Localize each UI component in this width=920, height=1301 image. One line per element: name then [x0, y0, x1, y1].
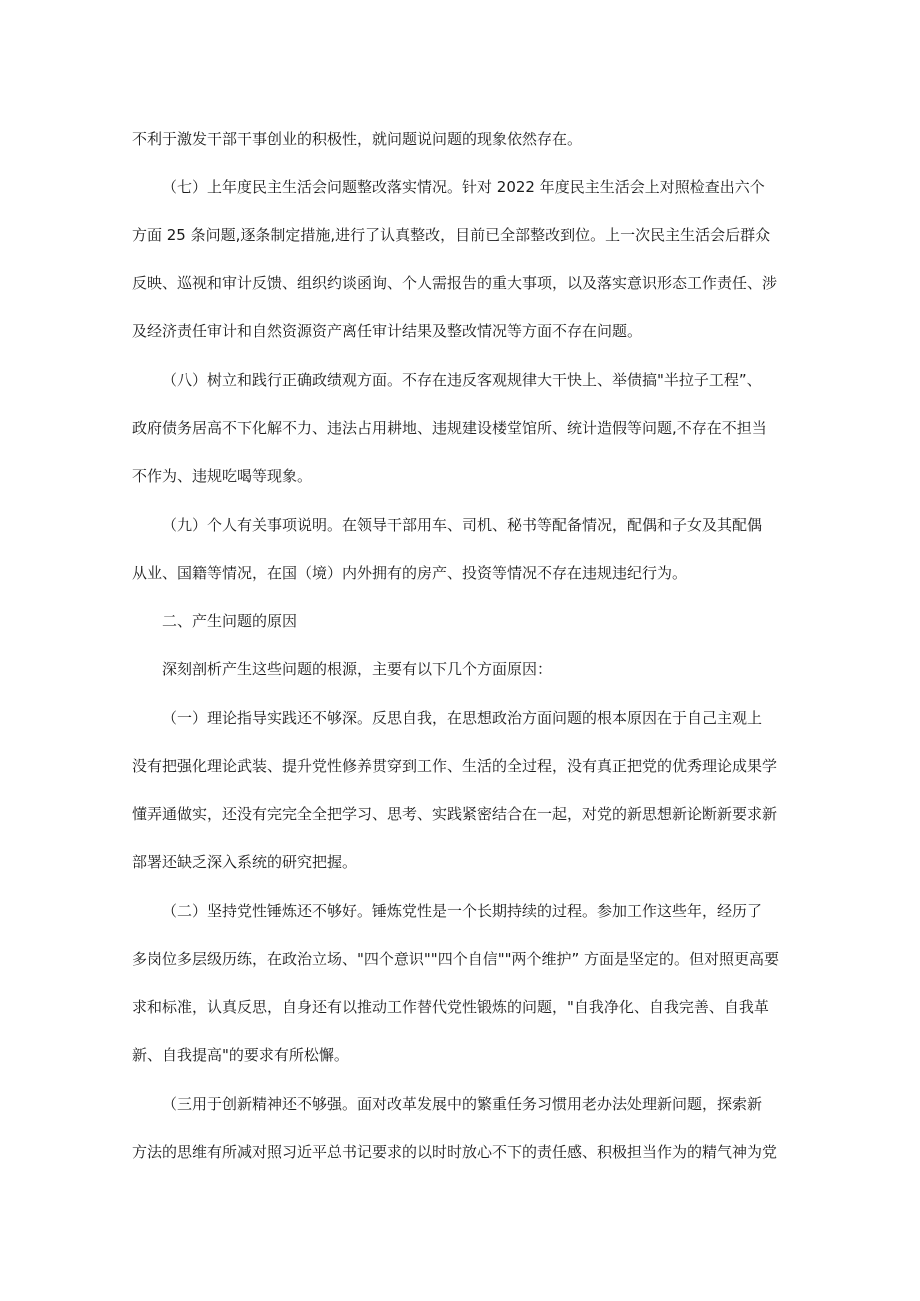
text-line: 懂弄通做实，还没有完完全全把学习、思考、实践紧密结合在一起，对党的新思想新论断新要求新: [132, 805, 778, 823]
section-2-heading: 二、产生问题的原因: [162, 612, 298, 630]
text-line: 不利于激发干部干事创业的积极性，就问题说问题的现象依然存在。: [132, 130, 583, 148]
reason-2-heading-line: （二）坚持党性锤炼还不够好。锤炼党性是一个长期持续的过程。参加工作这些年，经历了: [162, 902, 763, 920]
text-line: 方面 25 条问题,逐条制定措施,进行了认真整改，目前已全部整改到位。上一次民主生活会后群众: [132, 226, 771, 244]
document-body: [132, 122, 800, 1170]
paragraph-8-heading-line: （八）树立和践行正确政绩观方面。不存在违反客观规律大干快上、举债搞"半拉子工程”、: [162, 371, 762, 389]
reason-3-heading-line: （三用于创新精神还不够强。面对改革发展中的繁重任务习惯用老办法处理新问题，探索新: [162, 1095, 763, 1113]
text-line: 反映、巡视和审计反馈、组织约谈函询、个人需报告的重大事项，以及落实意识形态工作责任、涉: [132, 274, 778, 292]
intro-line: 深刻剖析产生这些问题的根源，主要有以下几个方面原因：: [162, 660, 553, 678]
text-line: 部署还缺乏深入系统的研究把握。: [132, 853, 358, 871]
paragraph-7-heading-line: （七）上年度民主生活会问题整改落实情况。针对 2022 年度民主生活会上对照检查出六个: [162, 178, 765, 196]
text-line: 方法的思维有所减对照习近平总书记要求的以时时放心不下的责任感、积极担当作为的精气神为党: [132, 1143, 778, 1161]
text-line: 从业、国籍等情况，在国（境）内外拥有的房产、投资等情况不存在违规违纪行为。: [132, 564, 688, 582]
text-line: 政府债务居高不下化解不力、违法占用耕地、违规建设楼堂馆所、统计造假等问题,不存在不担当: [132, 419, 767, 437]
text-line: 没有把强化理论武装、提升党性修养贯穿到工作、生活的全过程，没有真正把党的优秀理论成果学: [132, 757, 778, 775]
text-line: 多岗位多层级历练，在政治立场、"四个意识""四个自信""两个维护” 方面是坚定的。但对照更高要: [132, 950, 780, 968]
reason-1-heading-line: （一）理论指导实践还不够深。反思自我，在思想政治方面问题的根本原因在于自己主观上: [162, 709, 763, 727]
paragraph-9-heading-line: （九）个人有关事项说明。在领导干部用车、司机、秘书等配备情况，配偶和子女及其配偶: [162, 516, 763, 534]
text-line: 及经济责任审计和自然资源资产离任审计结果及整改情况等方面不存在问题。: [132, 322, 643, 340]
text-line: 不作为、违规吃喝等现象。: [132, 467, 313, 485]
text-line: 新、自我提高"的要求有所松懈。: [132, 1046, 349, 1064]
text-line: 求和标准，认真反思，自身还有以推动工作替代党性锻炼的问题，"自我净化、自我完善、自我革: [132, 998, 769, 1016]
